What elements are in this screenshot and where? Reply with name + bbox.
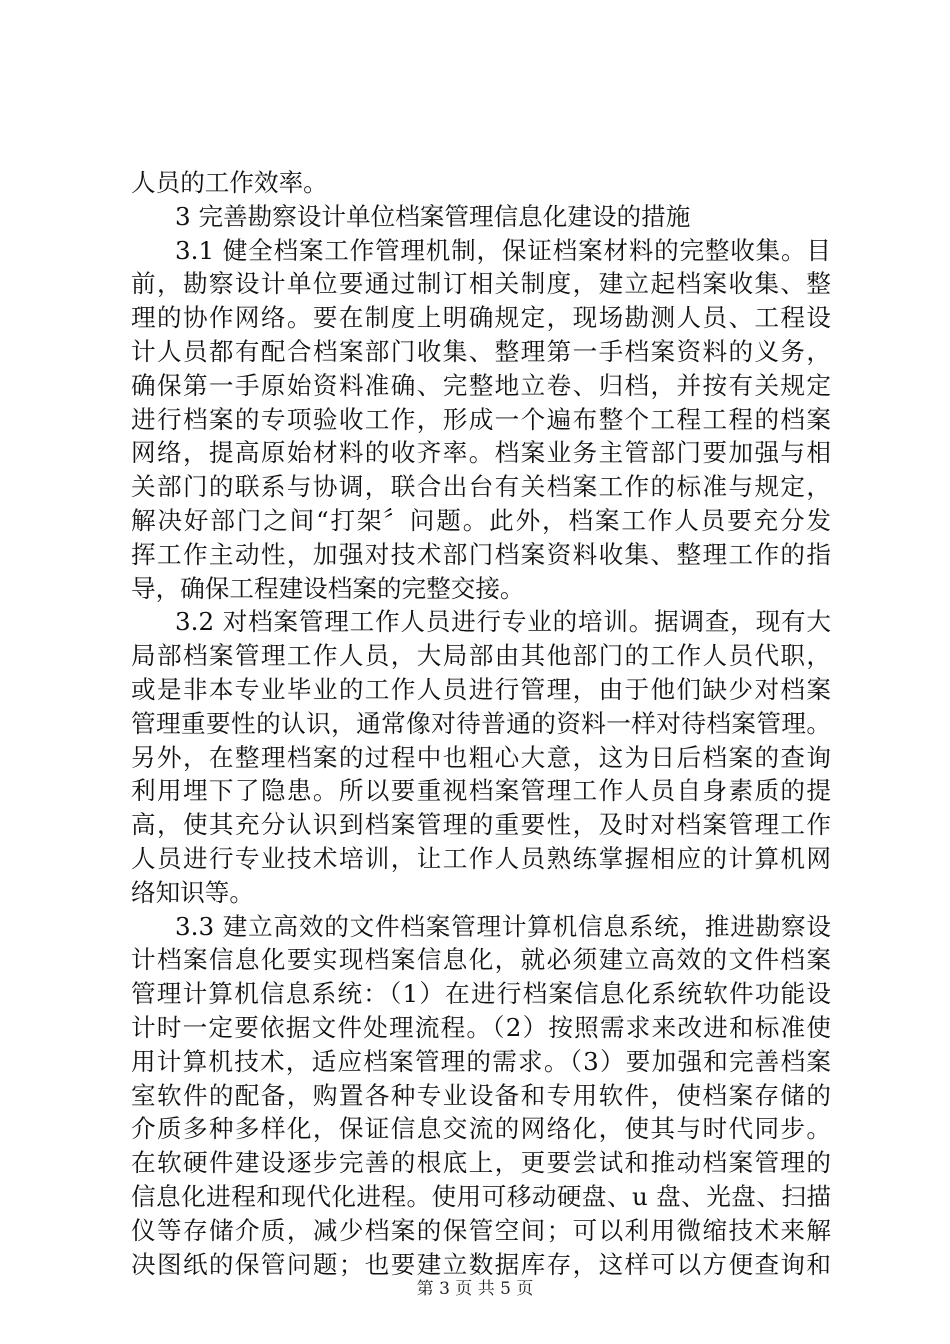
paragraph-line: 计档案信息化要实现档案信息化，就必须建立高效的文件档案	[131, 945, 831, 975]
paragraph-line: 管理重要性的认识，通常像对待普通的资料一样对待档案管理。	[131, 708, 831, 738]
paragraph-line: 前，勘察设计单位要通过制订相关制度，建立起档案收集、整	[131, 269, 831, 299]
paragraph-line: 高，使其充分认识到档案管理的重要性，及时对档案管理工作	[131, 810, 831, 840]
paragraph-line: 导，确保工程建设档案的完整交接。	[131, 573, 525, 603]
paragraph-line: 网络，提高原始材料的收齐率。档案业务主管部门要加强与相	[131, 438, 831, 468]
paragraph-line: 在软硬件建设逐步完善的根底上，更要尝试和推动档案管理的	[131, 1148, 831, 1178]
paragraph-line: 3.2 对档案管理工作人员进行专业的培训。据调查，现有大	[175, 607, 831, 637]
paragraph-line: 计时一定要依据文件处理流程。（2）按照需求来改进和标准使	[131, 1012, 831, 1042]
paragraph-line: 3.3 建立高效的文件档案管理计算机信息系统，推进勘察设	[175, 911, 831, 941]
paragraph-line: 解决好部门之间“打架〞问题。此外，档案工作人员要充分发	[131, 505, 831, 535]
paragraph-line: 另外，在整理档案的过程中也粗心大意，这为日后档案的查询	[131, 742, 831, 772]
paragraph-line: 计人员都有配合档案部门收集、整理第一手档案资料的义务，	[131, 336, 831, 366]
paragraph-line: 络知识等。	[131, 877, 254, 907]
paragraph-line: 介质多种多样化，保证信息交流的网络化，使其与时代同步。	[131, 1114, 831, 1144]
page-number-footer: 第 3 页 共 5 页	[416, 1279, 534, 1299]
paragraph-line: 关部门的联系与协调，联合出台有关档案工作的标准与规定，	[131, 472, 831, 502]
paragraph-line: 人员的工作效率。	[131, 168, 328, 197]
paragraph-line: 仪等存储介质，减少档案的保管空间；可以利用微缩技术来解	[131, 1215, 831, 1245]
body-text	[131, 166, 831, 1281]
paragraph-line: 信息化进程和现代化进程。使用可移动硬盘、u 盘、光盘、扫描	[131, 1181, 831, 1211]
paragraph-line: 管理计算机信息系统：（1）在进行档案信息化系统软件功能设	[131, 979, 831, 1009]
paragraph-line: 决图纸的保管问题；也要建立数据库存，这样可以方便查询和	[131, 1249, 831, 1279]
paragraph-line: 人员进行专业技术培训，让工作人员熟练掌握相应的计算机网	[131, 843, 831, 873]
paragraph-line: 确保第一手原始资料准确、完整地立卷、归档，并按有关规定	[131, 370, 831, 400]
paragraph-line: 局部档案管理工作人员，大局部由其他部门的工作人员代职，	[131, 641, 831, 671]
paragraph-line: 进行档案的专项验收工作，形成一个遍布整个工程工程的档案	[131, 404, 831, 434]
paragraph-line: 3.1 健全档案工作管理机制，保证档案材料的完整收集。目	[175, 235, 831, 265]
section-heading: 3 完善勘察设计单位档案管理信息化建设的措施	[175, 201, 691, 231]
paragraph-line: 或是非本专业毕业的工作人员进行管理，由于他们缺少对档案	[131, 674, 831, 704]
paragraph-line: 利用埋下了隐患。所以要重视档案管理工作人员自身素质的提	[131, 776, 831, 806]
paragraph-line: 室软件的配备，购置各种专业设备和专用软件，使档案存储的	[131, 1080, 831, 1110]
paragraph-line: 挥工作主动性，加强对技术部门档案资料收集、整理工作的指	[131, 539, 831, 569]
paragraph-line: 用计算机技术，适应档案管理的需求。（3）要加强和完善档案	[131, 1046, 831, 1076]
paragraph-line: 理的协作网络。要在制度上明确规定，现场勘测人员、工程设	[131, 303, 831, 333]
